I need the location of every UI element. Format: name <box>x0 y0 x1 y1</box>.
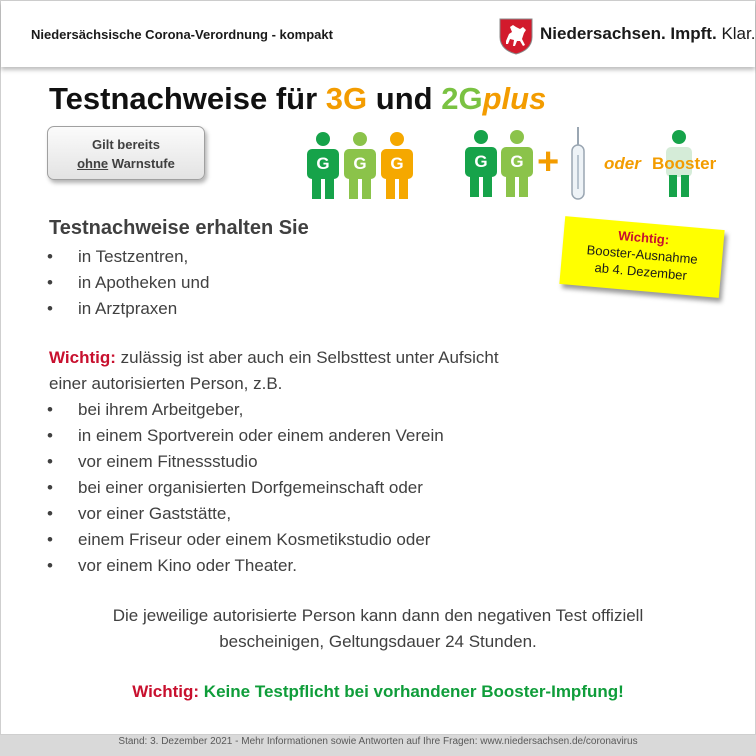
header-bar <box>1 1 755 67</box>
svg-text:G: G <box>353 154 367 173</box>
closing-paragraph: Die jeweilige autorisierte Person kann dann den negativen Test offiziell bescheinigen, Geltungsdauer 24 Stunden. <box>112 606 644 651</box>
list-item: • in Arztpraxen <box>47 296 209 322</box>
title-3g: 3G <box>325 81 368 116</box>
important-label: Wichtig: <box>49 348 116 367</box>
list-item: • einem Friseur oder einem Kosmetikstudio oder <box>47 527 444 553</box>
list-item: • bei einer organisierten Dorfgemeinschaft oder <box>47 475 444 501</box>
person-g-green-2-icon <box>464 129 498 197</box>
list-item: • bei ihrem Arbeitgeber, <box>47 397 444 423</box>
list-item: • vor einem Kino oder Theater. <box>47 553 444 579</box>
warnstufe-line1: Gilt bereits <box>92 137 160 152</box>
final-text: Keine Testpflicht bei vorhandener Booster-Impfung! <box>199 682 624 701</box>
list-item: • in Testzentren, <box>47 244 209 270</box>
svg-text:G: G <box>474 152 488 171</box>
brand-tag-impft: Impft. <box>670 24 717 43</box>
title-plus: plus <box>482 81 547 116</box>
list-item: • in Apotheken und <box>47 270 209 296</box>
section-title: Testnachweise erhalten Sie <box>49 217 309 239</box>
note-title: Wichtig: <box>617 227 670 248</box>
lower-saxony-crest-icon <box>498 17 534 55</box>
list-item: • in einem Sportverein oder einem anderen Verein <box>47 423 444 449</box>
person-g-orange-icon <box>380 131 414 199</box>
final-label: Wichtig: <box>132 682 200 701</box>
final-note <box>1 680 755 704</box>
note-line2: ab 4. Dezember <box>594 259 688 283</box>
page-title: Testnachweise für 3G und 2Gplus <box>49 81 547 116</box>
plus-sign: + <box>537 141 560 183</box>
brand-name: Niedersachsen. <box>540 24 666 43</box>
person-g-lightgreen-icon <box>343 131 377 199</box>
footer-text: Stand: 3. Dezember 2021 - Mehr Informationen sowie Antworten auf Ihre Fragen: www.niedersachsen.de/coronavirus <box>118 736 638 747</box>
person-g-green-icon <box>306 131 340 199</box>
note-line1: Booster-Ausnahme <box>586 242 699 267</box>
list-item: • vor einem Fitnessstudio <box>47 449 444 475</box>
brand-slogan <box>540 24 755 44</box>
warnstufe-button[interactable] <box>47 126 205 180</box>
header-title: Niedersächsische Corona-Verordnung - kompakt <box>31 27 333 42</box>
test-swab-icon <box>569 127 587 201</box>
brand-tag-klar: Klar. <box>721 24 756 43</box>
supervised-test-list <box>47 397 444 579</box>
oder-label: oder <box>604 154 641 173</box>
title-2g: 2G <box>441 81 483 116</box>
test-locations-list <box>47 244 209 322</box>
person-g-lightgreen-2-icon <box>500 129 534 197</box>
important-paragraph: Wichtig: zulässig ist aber auch ein Selbsttest unter Aufsicht einer autorisierten Person, z.B. <box>49 348 499 393</box>
svg-text:G: G <box>390 154 404 173</box>
booster-label: Booster <box>652 154 717 173</box>
svg-text:G: G <box>316 154 330 173</box>
svg-text:G: G <box>510 152 524 171</box>
list-item: • vor einer Gaststätte, <box>47 501 444 527</box>
warnstufe-line2: ohne Warnstufe <box>77 156 175 171</box>
booster-exception-note <box>559 216 724 298</box>
